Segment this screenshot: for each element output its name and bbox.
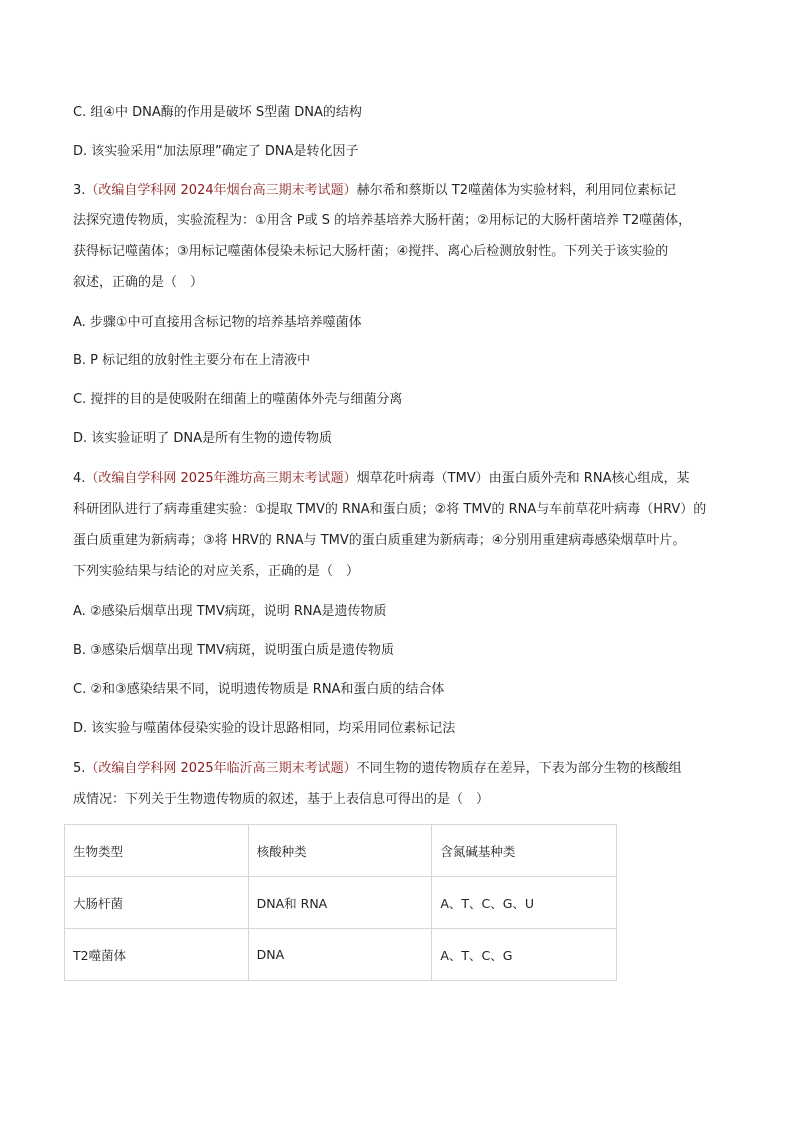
- q5-stem-line-1: [73, 760, 733, 778]
- table-cell: DNA和 RNA: [248, 877, 432, 929]
- table-row: [65, 929, 617, 981]
- q4-option-b: B. ③感染后烟草出现 TMV病斑，说明蛋白质是遗传物质: [73, 643, 395, 658]
- table-cell: T2噬菌体: [65, 929, 249, 981]
- q5-source: （改编自学科网 2025年临沂高三期末考试题）: [85, 761, 357, 776]
- table-cell: DNA: [248, 929, 432, 981]
- q4-stem-line-2: 科研团队进行了病毒重建实验：①提取 TMV的 RNA和蛋白质；②将 TMV的 RNA与车前草花叶病毒（HRV）的: [73, 502, 707, 517]
- q2-option-c: C. 组④中 DNA酶的作用是破坏 S型菌 DNA的结构: [73, 105, 362, 120]
- q5-number: 5.: [73, 761, 86, 776]
- q4-stem-line-1: [73, 470, 733, 488]
- q3-option-c: C. 搅拌的目的是使吸附在细菌上的噬菌体外壳与细菌分离: [73, 392, 403, 407]
- q4-stem-line-3: 蛋白质重建为新病毒；③将 HRV的 RNA与 TMV的蛋白质重建为新病毒；④分别用重建病毒感染烟草叶片。: [73, 533, 686, 548]
- q3-stem-line-4: 叙述，正确的是（ ）: [73, 275, 204, 290]
- q5-stem-text: 不同生物的遗传物质存在差异，下表为部分生物的核酸组: [356, 761, 682, 776]
- q4-source: （改编自学科网 2025年潍坊高三期末考试题）: [85, 471, 357, 486]
- q3-stem-line-1: [73, 182, 733, 200]
- q2-option-d: D. 该实验采用“加法原理”确定了 DNA是转化因子: [73, 144, 359, 159]
- q3-number: 3.: [73, 183, 86, 198]
- q3-option-b: B. P 标记组的放射性主要分布在上清液中: [73, 353, 311, 368]
- q4-stem-text: 烟草花叶病毒（TMV）由蛋白质外壳和 RNA核心组成，某: [356, 471, 690, 486]
- table-header-cell: 生物类型: [65, 825, 249, 877]
- q4-option-d: D. 该实验与噬菌体侵染实验的设计思路相同，均采用同位素标记法: [73, 721, 456, 736]
- q5-stem-line-2: 成情况：下列关于生物遗传物质的叙述，基于上表信息可得出的是（ ）: [73, 792, 490, 807]
- table-cell: 大肠杆菌: [65, 877, 249, 929]
- q3-source: （改编自学科网 2024年烟台高三期末考试题）: [85, 183, 357, 198]
- table-header-row: [65, 825, 617, 877]
- table-header-cell: 含氮碱基种类: [432, 825, 617, 877]
- q4-number: 4.: [73, 471, 86, 486]
- q3-stem-text: 赫尔希和蔡斯以 T2噬菌体为实验材料，利用同位素标记: [356, 183, 676, 198]
- nucleic-acid-table: [64, 824, 617, 981]
- table-cell: A、T、C、G、U: [432, 877, 617, 929]
- q4-option-a: A. ②感染后烟草出现 TMV病斑，说明 RNA是遗传物质: [73, 604, 387, 619]
- q4-option-c: C. ②和③感染结果不同，说明遗传物质是 RNA和蛋白质的结合体: [73, 682, 445, 697]
- q3-stem-line-3: 获得标记噬菌体；③用标记噬菌体侵染未标记大肠杆菌；④搅拌、离心后检测放射性。下列关于该实验的: [73, 244, 669, 259]
- table-header-cell: 核酸种类: [248, 825, 432, 877]
- q4-stem-line-4: 下列实验结果与结论的对应关系，正确的是（ ）: [73, 564, 360, 579]
- q3-option-a: A. 步骤①中可直接用含标记物的培养基培养噬菌体: [73, 315, 362, 330]
- table-row: [65, 877, 617, 929]
- q3-stem-line-2: 法探究遗传物质，实验流程为：①用含 P或 S 的培养基培养大肠杆菌；②用标记的大肠杆菌培养 T2噬菌体，: [73, 213, 692, 228]
- q3-option-d: D. 该实验证明了 DNA是所有生物的遗传物质: [73, 431, 333, 446]
- table-cell: A、T、C、G: [432, 929, 617, 981]
